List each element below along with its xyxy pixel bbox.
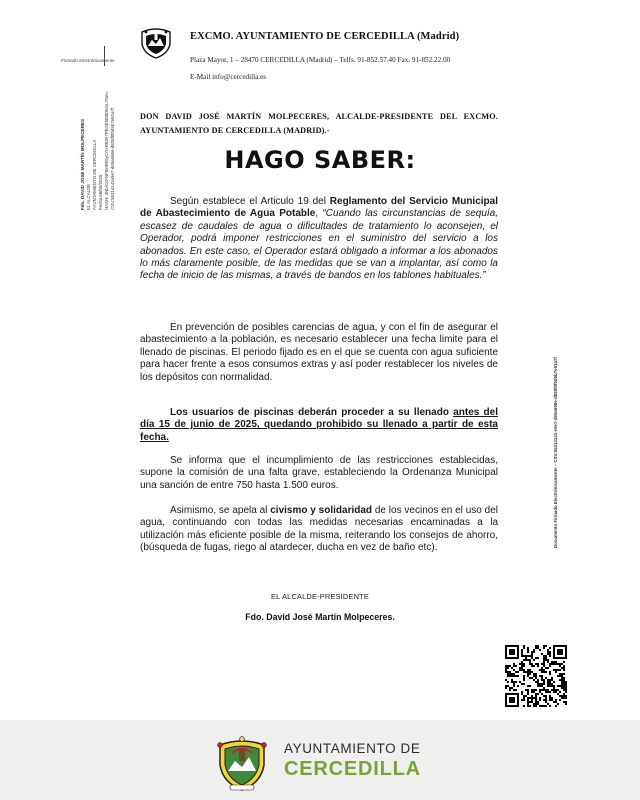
paragraph-civism: Asimismo, se apela al civismo y solidaridad de los vecinos en el uso del agua, continuando con todas las medidas necesarias encaminadas a la utilización más eficiente posible de la misma, reiterando los consejos de ahorro, (búsqueda de fugas, riego al atardecer, ducha en vez de baño etc). bbox=[140, 505, 498, 554]
left-hash: HASH: 4Nb/CcFNF5e9Ri6yCGxR8Ze7PhGE50t8D6GLY0w= bbox=[104, 91, 109, 210]
letterhead-title: EXCMO. AYUNTAMIENTO DE CERCEDILLA (Madrid) bbox=[190, 31, 460, 42]
paragraph-prevention: En prevención de posibles carencias de agua, y con el fin de asegurar el abastecimiento a la población, es necesario establecer una fecha limite para el llenado de piscinas. El periodo fijado es en el que se cuenta con agua suficiente para hacer frente a esos consumos extras y así poder restablecer los niveles de los depósitos con normalidad. bbox=[140, 322, 498, 383]
page-title: HAGO SABER: bbox=[224, 146, 416, 174]
signature-divider bbox=[104, 46, 105, 66]
qr-code-icon bbox=[505, 645, 567, 707]
document-heading: DON DAVID JOSÉ MARTÍN MOLPECERES, ALCALDE-PRESIDENTE DEL EXCMO. AYUNTAMIENTO DE CERCEDILLA (MADRID).- bbox=[140, 112, 498, 135]
left-org: AYUNTAMIENTO DE CERCEDILLA bbox=[92, 139, 97, 210]
coat-of-arms-icon bbox=[214, 735, 270, 793]
letterhead-address: Plaza Mayor, 1 – 28470 CERCEDILLA (Madrid) – Telfs. 91-852.57.40 Fax. 91-852.22.00 bbox=[190, 56, 451, 64]
footer-line2: CERCEDILLA bbox=[284, 758, 421, 780]
coat-of-arms-icon bbox=[138, 26, 174, 60]
right-signature-csv: Documento Firmado Electrónicamente – CSV:55314141-e5e7-d65a658e-d828f0f0d5b7e51a7f bbox=[553, 357, 558, 548]
paragraph-deadline: Los usuarios de piscinas deberán proceder a su llenado antes del día 15 de junio de 2025, quedando prohibido su llenado a partir de esta fecha. bbox=[140, 407, 498, 443]
paragraph-sanction: Se informa que el incumplimiento de las restricciones establecidas, supone la comisión de una falta grave, estableciendo la Ordenanza Municipal una sanción de entre 750 hasta 1.500 euros. bbox=[140, 455, 498, 491]
left-csv: CSV:55314141e5e7-d65a658e-d828f0f0d5b7e51a7f bbox=[110, 107, 115, 210]
letterhead-email: E-Mail info@cercedilla.es bbox=[190, 73, 267, 81]
signed-electronically-label: Firmado Electrónicamente bbox=[61, 58, 115, 63]
left-date: Fecha 05/06/2025 bbox=[98, 174, 103, 210]
left-role: EL ALCALDE bbox=[86, 183, 91, 210]
left-signer: Fdo. DAVID JOSÉ MARTÍN MOLPECERES bbox=[80, 118, 85, 210]
paragraph-regulation: Según establece el Articulo 19 del Reglamento del Servicio Municipal de Abastecimiento de Agua Potable, “Cuando las circunstancias de sequía, escasez de caudales de agua o dificultades de tratamiento lo aconsejen, el Operador, podrá imponer restricciones en el suministro del servicio a los abonados. En este caso, el Operador estará obligado a informar a los abonados lo más claramente posible, de las medidas que se van a implantar, así como la fecha de inicio de las mismas, a través de bandos en los tablones habituales.” bbox=[140, 196, 499, 282]
signature-name: Fdo. David José Martín Molpeceres. bbox=[245, 612, 395, 622]
footer-line1: AYUNTAMIENTO DE bbox=[284, 741, 421, 756]
signature-role: EL ALCALDE-PRESIDENTE bbox=[271, 592, 369, 601]
